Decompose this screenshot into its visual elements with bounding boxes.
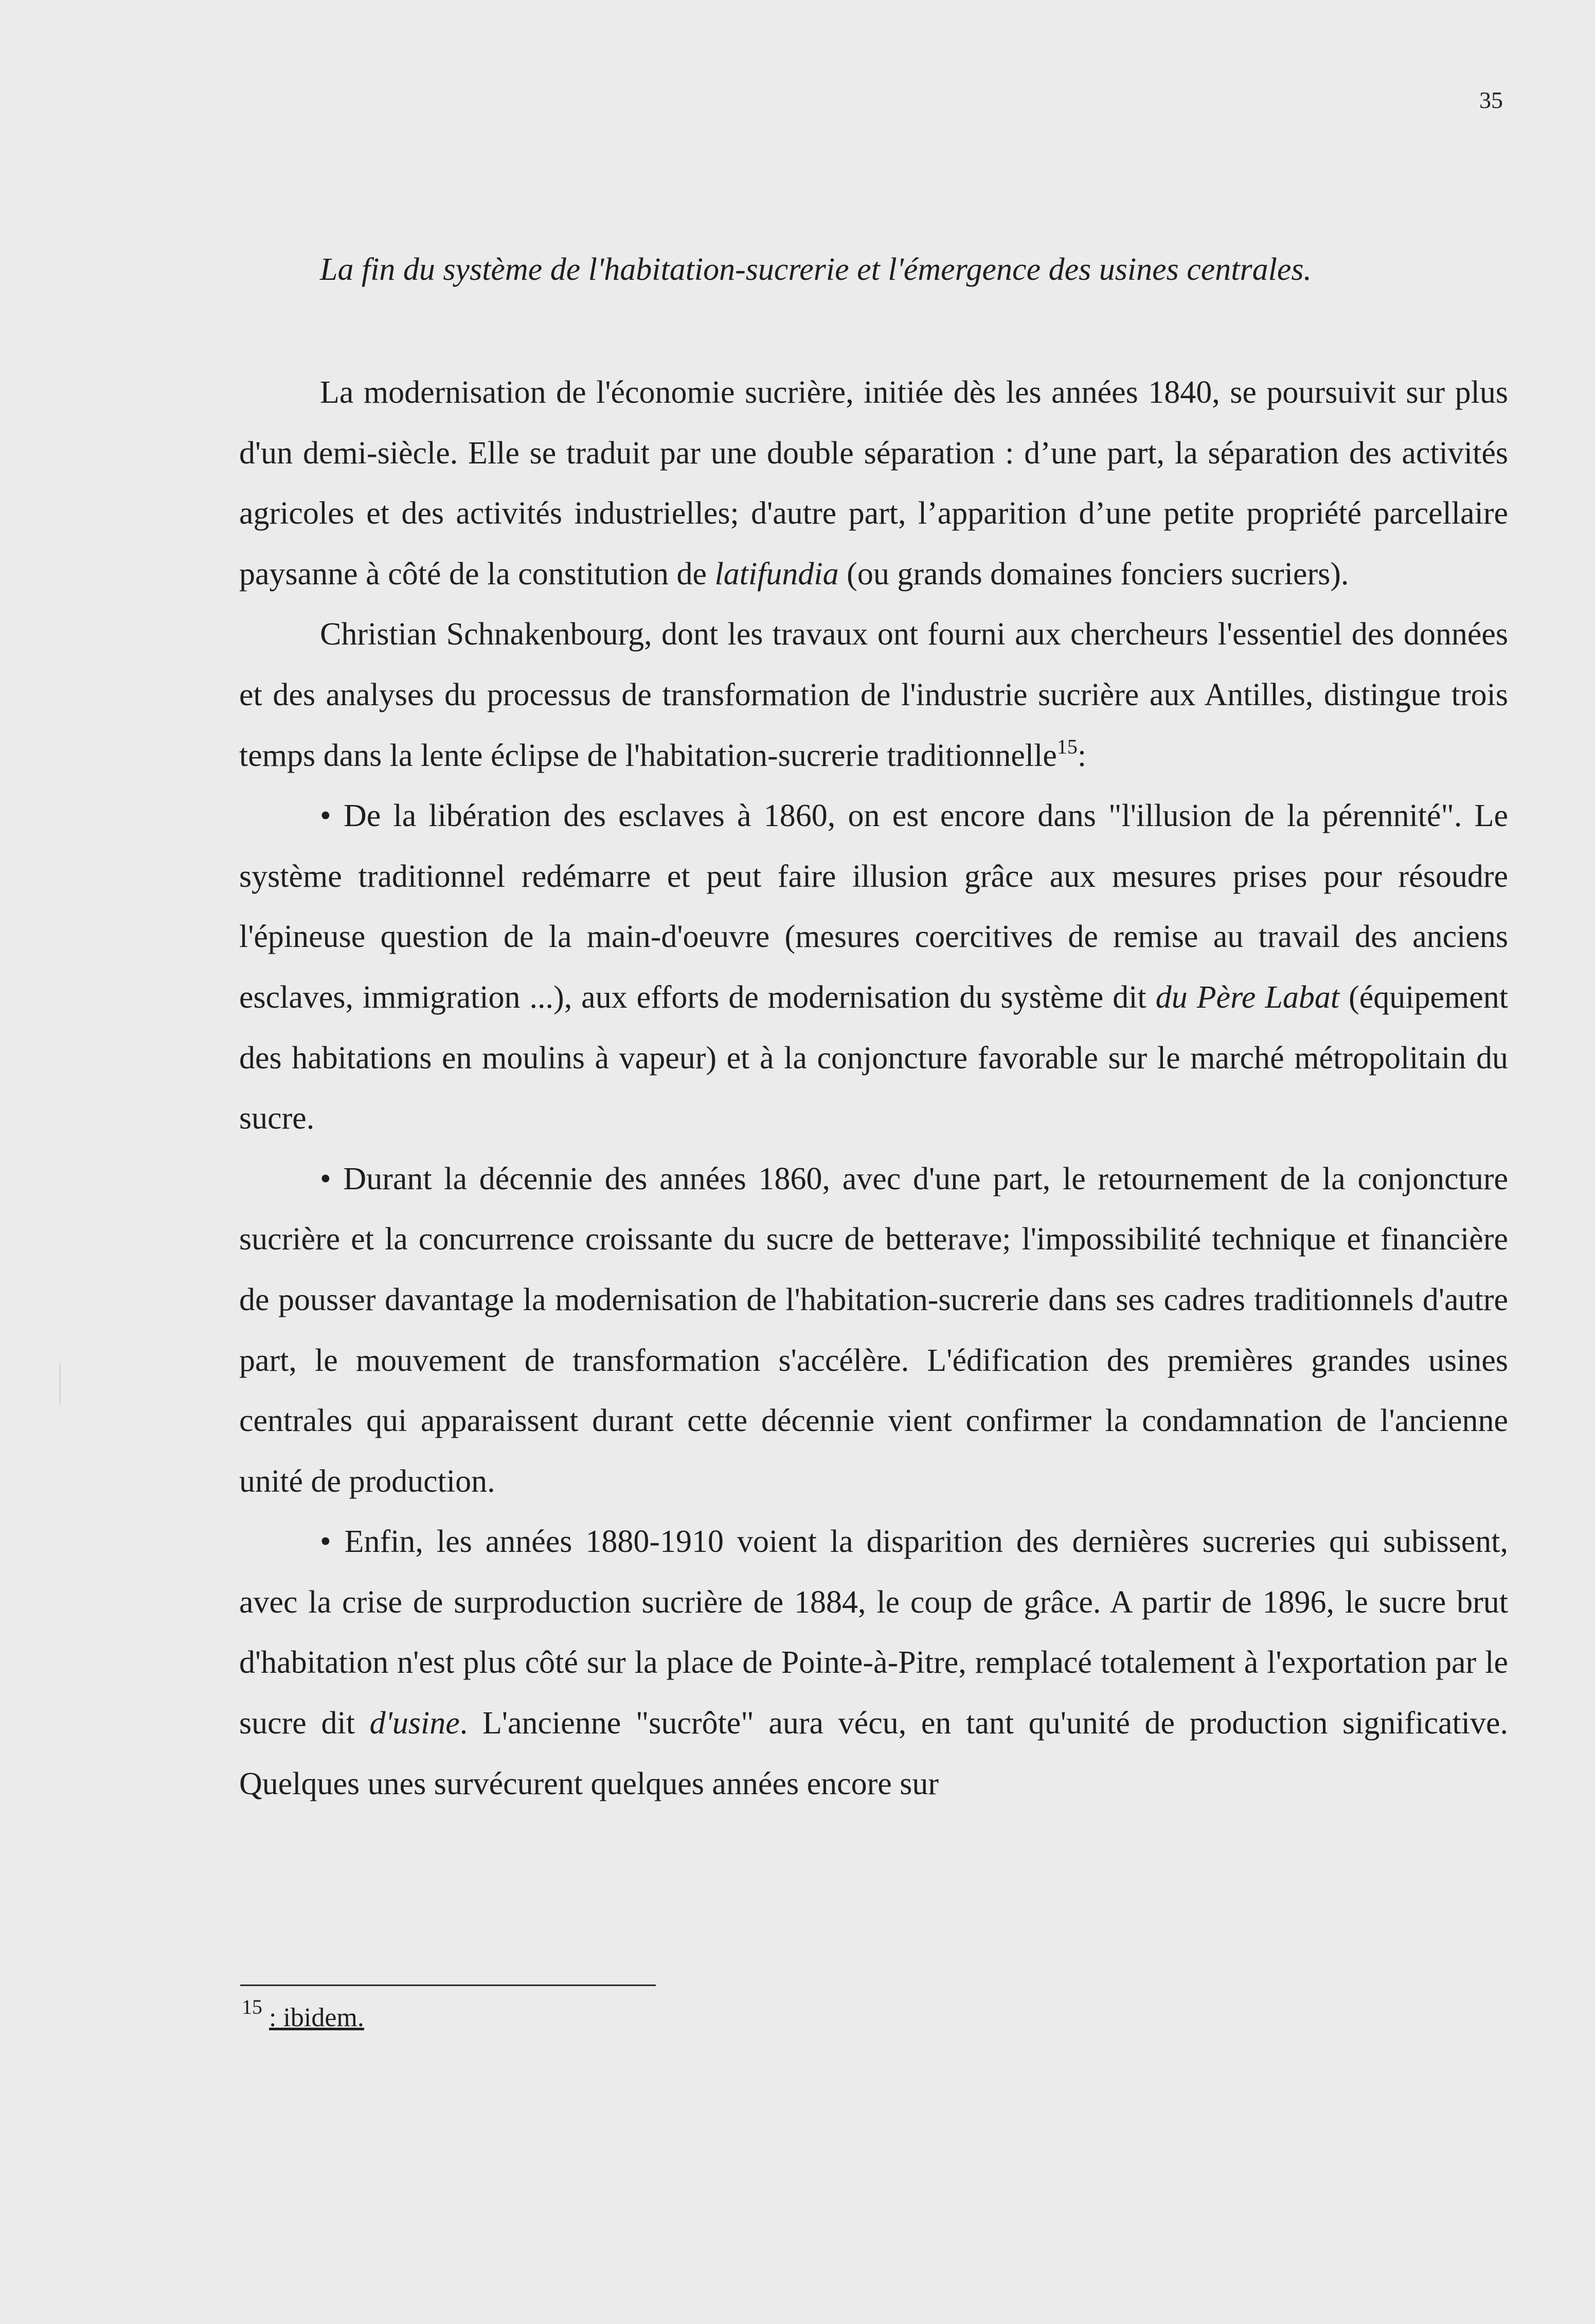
footnote [242,1995,364,2036]
emphasis-latifundia: latifundia [714,556,839,592]
section-title: La fin du système de l'habitation-sucrerie et l'émergence des usines centrales. [320,252,1312,287]
paragraph-text-end: . L'ancienne "sucrôte" aura vécu, en tant qu'unité de production significative. Quelques unes survécurent quelques années encore sur [239,1706,1509,1801]
paragraph-text: La modernisation de l'économie sucrière, initiée dès les années 1840, se poursuivit sur plus d'un demi-siècle. Elle se traduit par une double séparation : d’une part, la séparation des activités agricoles et des activités industrielles; d'autre part, l’apparition d’une petite propriété parcellaire paysanne à côté de la constitution de [239,375,1508,592]
footnote-text: : ibidem. [269,2003,364,2032]
paragraph-text: • De la libération des esclaves à 1860, on est encore dans "l'illusion de la pérennité". Le système traditionnel redémarre et peut faire illusion grâce aux mesures prises pour résoudre l'épineuse question de la main-d'oeuvre (mesures coercitives de remise au travail des anciens esclaves, immigration ...), aux efforts de modernisation du système dit [239,798,1508,1015]
paragraph-text-end: : [1077,738,1087,773]
footnote-reference: 15 [1056,735,1078,758]
emphasis-pere-labat: du Père Labat [1155,979,1340,1015]
paragraph-bullet-1880-1910 [239,1512,1508,1814]
paragraph-text: Christian Schnakenbourg, dont les travaux ont fourni aux chercheurs l'essentiel des données et des analyses du processus de transformation de l'industrie sucrière aux Antilles, distingue trois temps dans la lente éclipse de l'habitation-sucrerie traditionnelle [239,617,1508,773]
paragraph-bullet-1860 [239,786,1508,1149]
paragraph-text: • Enfin, les années 1880-1910 voient la disparition des dernières sucreries qui subissent, avec la crise de surproduction sucrière de 1884, le coup de grâce. A partir de 1896, le sucre brut d'habitation n'est plus côté sur la place de Pointe-à-Pitre, remplacé totalement à l'exportation par le sucre dit [239,1524,1508,1741]
paragraph-schnakenbourg [239,604,1508,786]
paragraph-bullet-1860s [239,1149,1508,1512]
paragraph-text-end: (ou grands domaines fonciers sucriers). [847,556,1349,592]
footnote-divider [240,1985,656,1986]
paragraph-modernisation [239,363,1508,604]
scan-edge-mark [59,1363,61,1404]
emphasis-usine: d'usine [369,1706,460,1741]
body-text [239,363,1508,1814]
paragraph-text: • Durant la décennie des années 1860, avec d'une part, le retournement de la conjoncture sucrière et la concurrence croissante du sucre de betterave; l'impossibilité technique et financière de pousser davantage la modernisation de l'habitation-sucrerie dans ses cadres traditionnels d'autre part, le mouvement de transformation s'accélère. L'édification des premières grandes usines centrales qui apparaissent durant cette décennie vient confirmer la condamnation de l'ancienne unité de production. [239,1161,1508,1499]
paragraph-text-end: (équipement des habitations en moulins à vapeur) et à la conjoncture favorable sur le marché métropolitain du sucre. [239,979,1508,1136]
page-number: 35 [1479,87,1503,113]
footnote-number: 15 [242,1995,262,2018]
